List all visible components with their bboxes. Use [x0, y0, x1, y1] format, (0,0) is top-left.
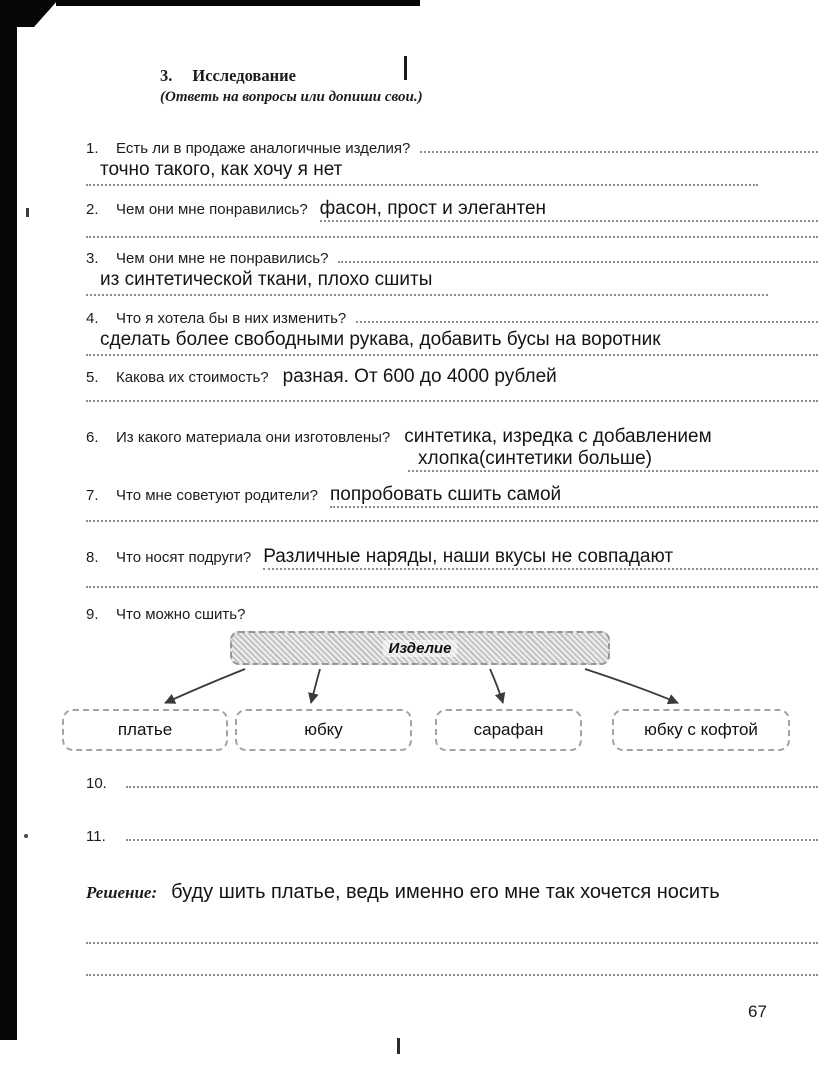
diagram-option-box [435, 709, 582, 751]
question-number: 6. [86, 429, 99, 446]
answer-text: хлопка(синтетики больше) [418, 448, 652, 469]
answer-line-1 [86, 159, 758, 186]
question-number: 8. [86, 549, 99, 566]
question-text: Какова их стоимость? [116, 369, 269, 386]
dotted-line [86, 960, 818, 976]
question-text: Чем они мне не понравились? [116, 250, 329, 267]
answer-text: точно такого, как хочу я нет [100, 159, 343, 180]
page-number: 67 [748, 1002, 767, 1021]
diagram-option-label: платье [117, 720, 173, 739]
diagram-option-label: юбку с кофтой [644, 720, 758, 739]
answer-row-6b [86, 448, 818, 472]
question-row-5 [86, 366, 818, 388]
dotted-line [420, 151, 818, 153]
diagram-option-label: сарафан [473, 720, 544, 739]
question-number: 3. [86, 250, 99, 267]
answer-underline [263, 546, 818, 570]
answer-underline [320, 198, 818, 222]
decision-text: буду шить платье, ведь именно его мне так хочется носить [171, 881, 720, 903]
question-number: 9. [86, 606, 99, 623]
dotted-line [86, 222, 818, 238]
question-row-11 [86, 828, 818, 845]
diagram-option-box [235, 709, 412, 751]
answer-line-4 [86, 329, 818, 356]
dotted-line [338, 261, 818, 263]
question-row-9 [86, 606, 818, 623]
question-row-1 [86, 140, 818, 157]
dotted-line [86, 928, 818, 944]
question-row-10 [86, 775, 818, 792]
arrow-to-yubka-s-koftoy [585, 669, 678, 703]
dotted-line [86, 574, 818, 588]
section-number: 3. [160, 66, 173, 85]
dotted-line [86, 388, 818, 402]
arrow-to-sarafan [490, 669, 503, 703]
question-text: Что я хотела бы в них изменить? [116, 310, 347, 327]
diagram-option-box [62, 709, 228, 751]
decision-label: Решение: [86, 883, 158, 902]
dotted-line [126, 786, 818, 788]
question-number: 10. [86, 775, 107, 792]
question-text: Есть ли в продаже аналогичные изделия? [116, 140, 411, 157]
diagram-option-box [612, 709, 790, 751]
question-row-8 [86, 546, 818, 570]
decision-row [86, 881, 818, 904]
answer-text: синтетика, изредка с добавлением [404, 426, 712, 447]
question-number: 11. [86, 828, 106, 845]
answer-text: попробовать сшить самой [329, 484, 562, 505]
question-row-6 [86, 426, 818, 448]
diagram-arrows [0, 667, 834, 707]
dotted-line [126, 839, 818, 841]
answer-underline [408, 448, 818, 472]
question-row-4 [86, 310, 818, 327]
section-subtitle: (Ответь на вопросы или допиши свои.) [160, 89, 423, 105]
question-text: Из какого материала они изготовлены? [116, 429, 391, 446]
question-row-3 [86, 250, 818, 267]
answer-text: из синтетической ткани, плохо сшиты [100, 269, 433, 290]
arrow-to-platye [165, 669, 245, 703]
answer-text: разная. От 600 до 4000 рублей [282, 366, 557, 387]
answer-underline [330, 484, 818, 508]
question-number: 5. [86, 369, 99, 386]
scan-artifact-bottom-tick [397, 1038, 400, 1054]
product-options-diagram [0, 631, 834, 753]
question-text: Что носят подруги? [116, 549, 252, 566]
answer-line-3 [86, 269, 768, 296]
question-text: Чем они мне понравились? [116, 201, 308, 218]
question-number: 1. [86, 140, 99, 157]
section-title: Исследование [192, 66, 296, 85]
diagram-option-label: юбку [304, 720, 343, 739]
answer-text: сделать более свободными рукава, добавить бусы на воротник [100, 329, 661, 350]
question-number: 4. [86, 310, 99, 327]
section-heading [160, 66, 818, 86]
question-row-7 [86, 484, 818, 508]
question-row-2 [86, 198, 818, 222]
arrow-to-yubku [311, 669, 320, 703]
question-number: 7. [86, 487, 99, 504]
answer-text: Различные наряды, наши вкусы не совпадают [263, 546, 674, 567]
diagram-root-label: Изделие [383, 640, 458, 657]
question-text: Что можно сшить? [116, 606, 246, 623]
dotted-line [356, 321, 818, 323]
diagram-root-box [230, 631, 610, 665]
question-text: Что мне советуют родители? [116, 487, 318, 504]
dotted-line [86, 508, 818, 522]
question-number: 2. [86, 201, 99, 218]
answer-text: фасон, прост и элегантен [319, 198, 547, 219]
